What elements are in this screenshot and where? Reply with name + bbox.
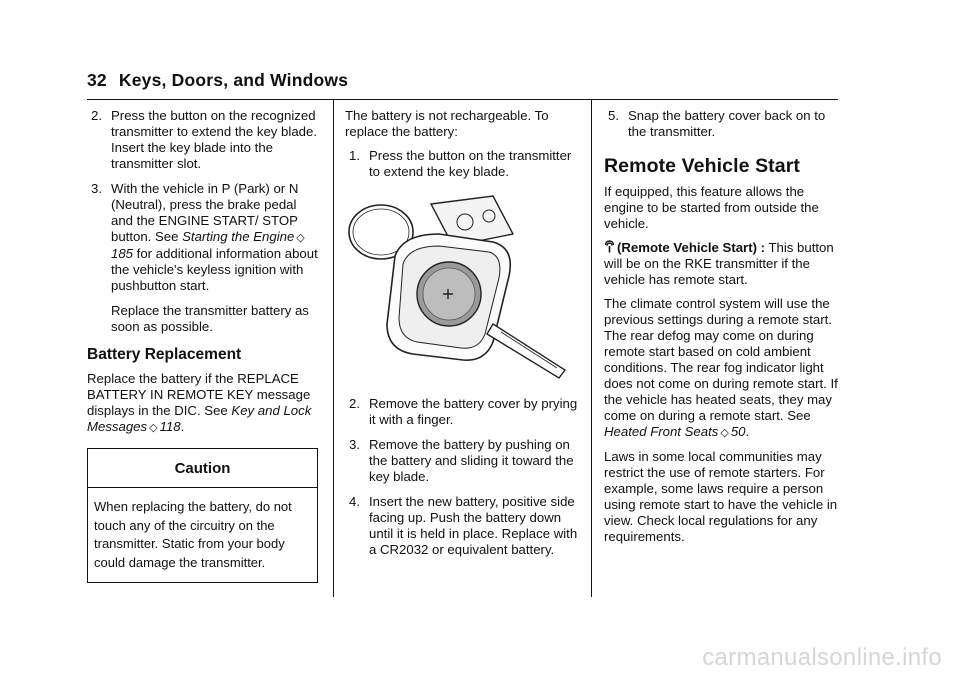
- step-text: Snap the battery cover back on to the transmitter.: [628, 108, 826, 139]
- step-number: 5.: [608, 108, 619, 123]
- column-divider: [591, 100, 592, 597]
- step-text: Insert the new battery, positive side facing up. Push the battery down until it is held in place. Replace with a CR2032 or equivalent battery.: [369, 494, 578, 557]
- climate-paragraph: [604, 296, 840, 441]
- chapter-title: Keys, Doors, and Windows: [118, 70, 349, 90]
- step-number: 3.: [349, 437, 360, 452]
- rvs-text: This button will be on the RKE transmitter if the vehicle has remote start.: [604, 240, 834, 287]
- caution-body: When replacing the battery, do not touch any of the circuitry on the transmitter. Static from your body could damage the transmitter.: [94, 499, 292, 570]
- remote-vehicle-start-heading: Remote Vehicle Start: [604, 155, 800, 177]
- laws-paragraph: Laws in some local communities may restrict the use of remote starters. For example, some laws require a person using remote start to have the vehicle in view. Check local regulations for any requirements.: [604, 449, 838, 544]
- step-number: 4.: [349, 494, 360, 509]
- step-3: [87, 181, 321, 294]
- rvs-intro: If equipped, this feature allows the engine to be started from outside the vehicle.: [604, 184, 819, 231]
- key-blade: [487, 324, 565, 378]
- page-ref-number[interactable]: 118: [159, 419, 181, 434]
- heated-front-seats-link[interactable]: Heated Front Seats: [604, 424, 719, 439]
- battery-replacement-heading: Battery Replacement: [87, 346, 242, 363]
- rvs-term: (Remote Vehicle Start) :: [617, 240, 766, 255]
- battery-text: Replace the battery if the REPLACE BATTERY IN REMOTE KEY message displays in the DIC. See: [87, 371, 311, 418]
- page-ref-number[interactable]: 185: [111, 246, 134, 261]
- replace-note: Replace the transmitter battery as soon as possible.: [111, 303, 309, 334]
- step-number: 1.: [349, 148, 360, 163]
- step-text: Press the button on the recognized transmitter to extend the key blade. Insert the key blade into the transmitter slot.: [111, 108, 317, 171]
- header-rule: [87, 99, 838, 100]
- step-2: [87, 108, 321, 172]
- blade-groove: [501, 332, 557, 368]
- climate-text-end: .: [745, 424, 750, 439]
- key-fob-illustration: [343, 194, 573, 384]
- step-5: [604, 108, 840, 140]
- page-number: 32: [87, 70, 107, 90]
- remote-start-icon: [604, 240, 615, 253]
- key-lock-messages-link[interactable]: Key and Lock Messages: [87, 403, 312, 434]
- page-header: [87, 70, 348, 91]
- column-divider: [333, 100, 334, 597]
- step-number: 2.: [91, 108, 102, 123]
- step-text: Remove the battery cover by prying it with a finger.: [369, 396, 578, 427]
- watermark: carmanualsonline.info: [702, 644, 942, 671]
- rvs-button-paragraph: [604, 240, 840, 288]
- key-fob-drawing: [343, 194, 573, 384]
- step-text: Remove the battery by pushing on the battery and sliding it toward the key blade.: [369, 437, 574, 484]
- step-text-cont: for additional information about the vehicle's keyless ignition with pushbutton start.: [111, 246, 318, 293]
- step-1: [345, 148, 580, 180]
- step-4: [345, 494, 580, 558]
- step-number: 2.: [349, 396, 360, 411]
- column-1: [87, 108, 321, 583]
- page-ref-arrow-icon: ◇: [720, 427, 729, 439]
- battery-intro: The battery is not rechargeable. To replace the battery:: [345, 108, 549, 139]
- page-ref-arrow-icon: ◇: [149, 422, 158, 434]
- page-ref-number[interactable]: 50: [730, 424, 746, 439]
- climate-text: The climate control system will use the previous settings during a remote start. The rear defog may come on during remote start based on cold ambient conditions. The rear fog indicator light does not come on during remote start. If the vehicle has heated seats, they may come on during a remote start. See: [604, 296, 838, 423]
- column-3: [604, 108, 840, 553]
- caution-title: Caution: [88, 449, 317, 488]
- column-2: [345, 108, 580, 567]
- step-text: With the vehicle in P (Park) or N (Neutral), press the brake pedal and the ENGINE START/ STOP button. See: [111, 181, 299, 244]
- step-2: [345, 396, 580, 428]
- caution-box: [87, 448, 318, 583]
- step-3: [345, 437, 580, 485]
- step-text: Press the button on the transmitter to extend the key blade.: [369, 148, 572, 179]
- battery-paragraph: [87, 371, 321, 436]
- page-ref-arrow-icon: ◇: [296, 232, 305, 244]
- starting-engine-link[interactable]: Starting the Engine: [182, 229, 295, 244]
- battery-text-end: .: [180, 419, 185, 434]
- step-number: 3.: [91, 181, 102, 196]
